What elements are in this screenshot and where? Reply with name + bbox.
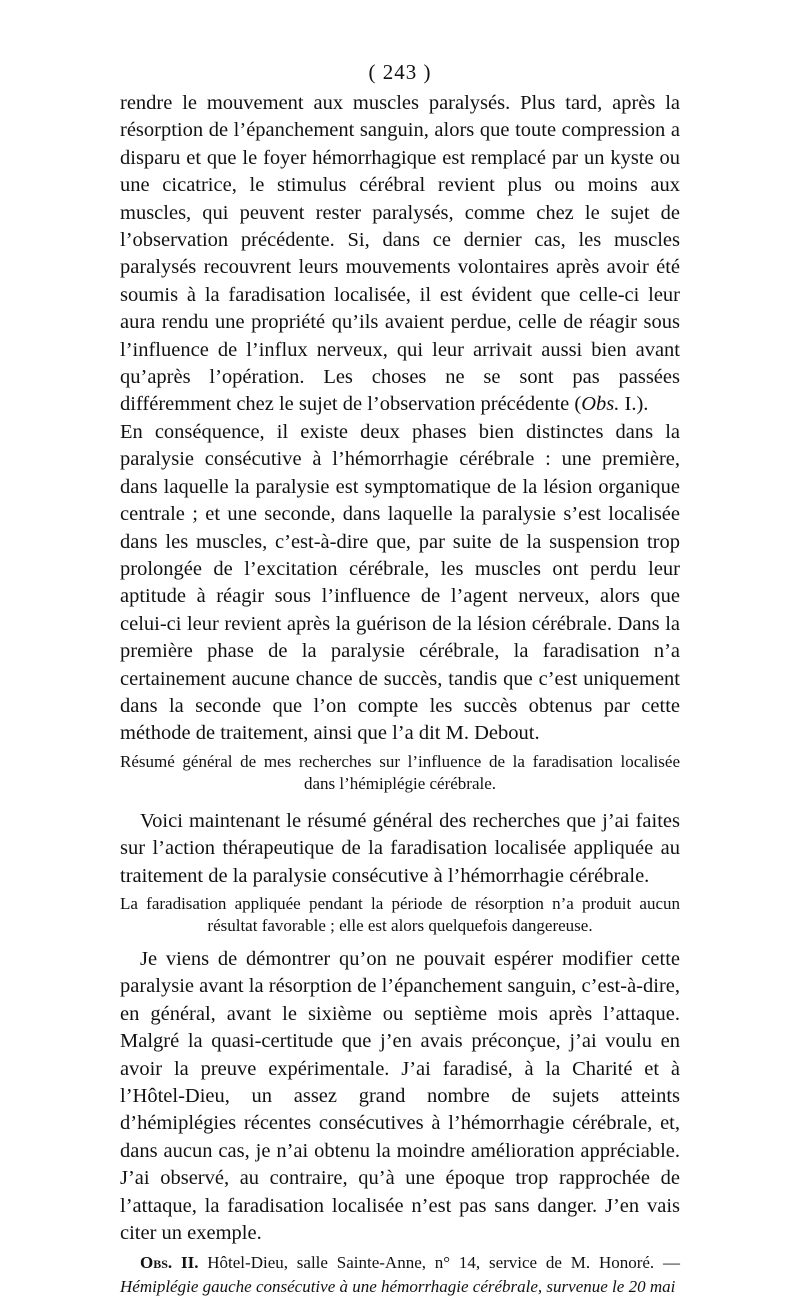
paragraph-3: Voici maintenant le résumé général des recherches que j’ai faites sur l’action thérapeutique de la faradisation localisée appliquée au traitement de la paralysie consécutive à l’hémorrhagie cérébrale. <box>120 809 680 887</box>
section-heading-1: Résumé général de mes recherches sur l’influence de la faradisation localisée dans l’hémiplégie cérébrale. <box>120 751 680 793</box>
observation-header <box>120 1251 680 1299</box>
paragraph-1-text: rendre le mouvement aux muscles paralysés. Plus tard, après la résorption de l’épanchement sanguin, alors que toute compression a disparu et que le foyer hémorrhagique est remplacé par un kyste ou une cicatrice, le stimulus cérébral revient plus ou moins aux muscles, qui peuvent rester paralysés, comme chez le sujet de l’observation précédente. Si, dans ce dernier cas, les muscles paralysés recouvrent leurs mouvements volontaires après avoir été soumis à la faradisation localisée, il est évident que celle-ci leur aura rendu une propriété qu’ils avaient perdue, celle de réagir sous l’influence de l’influx nerveux, qui leur arrivait aussi bien avant qu’après l’opération. Les choses ne se sont pas passées différemment chez le sujet de l’observation précédente ( <box>120 92 680 416</box>
paragraph-2: En conséquence, il existe deux phases bien distinctes dans la paralysie consécutive à l’hémorrhagie cérébrale : une première, dans laquelle la paralysie est symptomatique de la lésion organique centrale ; et une seconde, dans laquelle la paralysie s’est localisée dans les muscles, c’est-à-dire que, par suite de la suspension trop prolongée de l’excitation cérébrale, les muscles ont perdu leur aptitude à réagir sous l’influence de l’agent nerveux, alors que celui-ci leur revient après la guérison de la lésion cérébrale. Dans la première phase de la paralysie cérébrale, la faradisation n’a certainement aucune chance de succès, tandis que c’est uniquement dans la seconde que l’on compte les succès obtenus par cette méthode de traitement, ainsi que l’a dit M. Debout. <box>120 420 680 745</box>
page-number: ( 243 ) <box>368 60 432 84</box>
obs-reference: Obs. <box>581 393 620 416</box>
obs-reference-end: I.). <box>619 393 649 416</box>
observation-label: Obs. II. <box>140 1253 199 1273</box>
observation-title: Hémiplégie gauche consécutive à une hémorrhagie cérébrale, survenue le 20 mai <box>120 1277 676 1297</box>
observation-text: Hôtel-Dieu, salle Sainte-Anne, n° 14, service de M. Honoré. — <box>198 1253 680 1273</box>
section-heading-2: La faradisation appliquée pendant la période de résorption n’a produit aucun résultat favorable ; elle est alors quelquefois dangereuse. <box>120 893 680 935</box>
paragraph-4: Je viens de démontrer qu’on ne pouvait espérer modifier cette paralysie avant la résorption de l’épanchement sanguin, c’est-à-dire, en général, avant le sixième ou septième mois après l’attaque. Malgré la quasi-certitude que j’en avais préconçue, j’ai voulu en avoir la preuve expérimentale. J’ai faradisé, à la Charité et à l’Hôtel-Dieu, un assez grand nombre de sujets atteints d’hémiplégies récentes consécutives à l’hémorrhagie cérébrale, et, dans aucun cas, je n’ai obtenu la moindre amélioration appréciable. J’ai observé, au contraire, qu’à une époque trop rapprochée de l’attaque, la faradisation localisée n’est pas sans danger. J’en vais citer un exemple. <box>120 947 680 1245</box>
text-column <box>120 90 680 1299</box>
paragraph-1 <box>120 90 680 419</box>
